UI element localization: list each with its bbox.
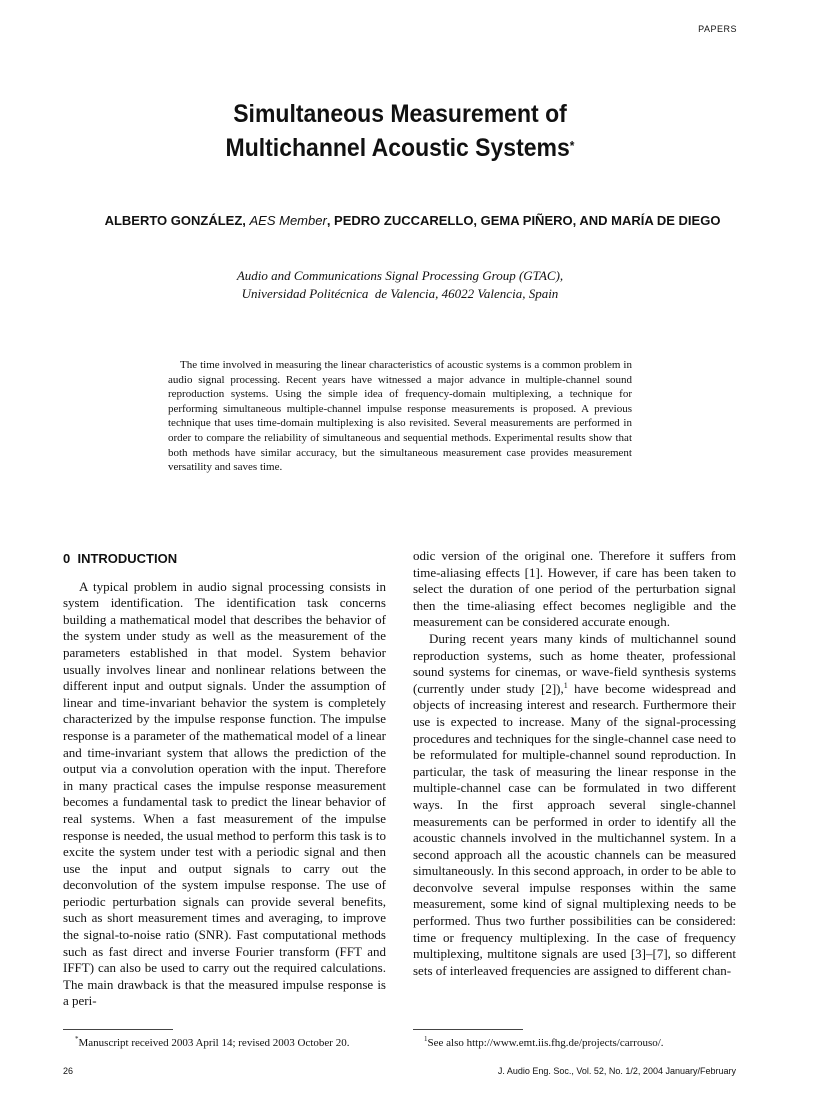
section-heading: 0 INTRODUCTION — [63, 551, 178, 566]
footnote-marker: 1 — [424, 1035, 428, 1043]
paragraph-text: have become widespread and objects of increasing interest and research. Furthermore their use is expected to increase. Many of the signal-processing procedures and techniques for the single-channel case need to be reformulated for multiple-channel sound reproduction. In particular, the task of measuring the linear response in the multiple-channel case can be formulated in two different ways. In the first approach several single-channel measurements can be performed in order to identify all the acoustic channels involved in the multichannel system. In a second approach all the acoustic channels can be measured simultaneously. In this second approach, in order to be able to deconvolve several impulse responses within the same measurement, some kind of signal multiplexing needs to be performed. Thus two further possibilities can be considered: time or frequency multiplexing. In the case of frequency multiplexing, multitone signals are used [3]–[7], so different sets of interleaved frequencies are assigned to different chan- — [413, 680, 736, 978]
body-paragraph: A typical problem in audio signal processing consists in system identification. The identification task concerns building a mathematical model that describes the behavior of the system under study as well as the measurement of the parameters established in that model. System behavior usually involves linear and nonlinear relations between the different input and output signals. Under the assumption of linear and time-invariant behavior the system is completely characterized by the impulse response function. The impulse response is a parameter of the mathematical model of a linear and time-invariant system that allows the prediction of the output via a convolution operation with the input. Therefore in many practical cases the impulse response measurement becomes a fundamental task to predict the linear behavior of real systems. When a fast measurement of the impulse response is needed, the usual method to perform this task is to excite the system under test with a periodic signal and then use the input and output signals to carry out the deconvolution of the system impulse response. The use of periodic perturbation signals can provide several benefits, such as short measurement times and averaging, to improve the signal-to-noise ratio (SNR). Fast computational methods such as fast direct and inverse Fourier transform (FFT and IFFT) can also be used to carry out the required calculations. The main drawback is that the measured impulse response is a peri- — [63, 578, 386, 1009]
page-number: 26 — [63, 1066, 74, 1076]
author-membership: AES Member — [249, 213, 327, 228]
abstract: The time involved in measuring the linear characteristics of acoustic systems is a common problem in audio signal processing. Recent years have witnessed a major advance in multiple-channel sound reproduction systems. Using the simple idea of frequency-domain multiplexing, a technique for performing simultaneous multiple-channel impulse response measurements is proposed. A previous technique that uses time-domain multiplexing is also revisited. Several measurements are performed in order to compare the reliability of simultaneous and sequential methods. Experimental results show that both methods have similar accuracy, but the simultaneous measurement case provides measurement versatility and saves time. — [168, 359, 632, 474]
affiliation-line-1: Audio and Communications Signal Processing Group (GTAC), — [236, 268, 564, 283]
footnote-manuscript — [75, 1037, 349, 1049]
footnote-divider — [63, 1029, 173, 1030]
footnote-text[interactable]: See also http://www.emt.iis.fhg.de/projects/carrouso/. — [427, 1037, 664, 1049]
title-line-2-text: Multichannel Acoustic Systems — [225, 134, 570, 162]
footnote-reference[interactable]: 1 — [563, 680, 568, 690]
affiliation-line-2: Universidad Politécnica de Valencia, 46022 Valencia, Spain — [241, 286, 559, 301]
body-column-left — [63, 548, 386, 1010]
paragraph-text: During recent years many kinds of multichannel sound reproduction systems, such as home theater, professional sound systems for cinemas, or wave-field synthesis systems (currently under study [2]), — [413, 630, 736, 696]
footnote-url — [424, 1037, 664, 1049]
paper-title — [32, 97, 768, 165]
footnote-text: Manuscript received 2003 April 14; revised 2003 October 20. — [78, 1037, 350, 1049]
running-head: PAPERS — [698, 24, 737, 34]
title-footnote-marker[interactable]: * — [569, 138, 575, 153]
body-column-right — [413, 548, 736, 979]
footnote-divider — [413, 1029, 523, 1030]
affiliation — [0, 267, 800, 303]
journal-citation: J. Audio Eng. Soc., Vol. 52, No. 1/2, 2004 January/February — [497, 1066, 736, 1076]
author-rest: , PEDRO ZUCCARELLO, GEMA PIÑERO, AND MARÍA DE DIEGO — [326, 213, 721, 228]
author-list — [0, 213, 825, 228]
title-line-2 — [32, 131, 768, 165]
author-first: ALBERTO GONZÁLEZ, — [104, 213, 246, 228]
body-paragraph: odic version of the original one. Therefore it suffers from time-aliasing effects [1]. However, if care has been taken to select the duration of one period of the perturbation signal then the time-aliasing effect becomes negligible and the measurement can be considered accurate enough. — [413, 548, 736, 630]
body-paragraph — [413, 631, 736, 979]
title-line-1: Simultaneous Measurement of — [233, 100, 567, 128]
footnote-marker: * — [75, 1035, 79, 1043]
